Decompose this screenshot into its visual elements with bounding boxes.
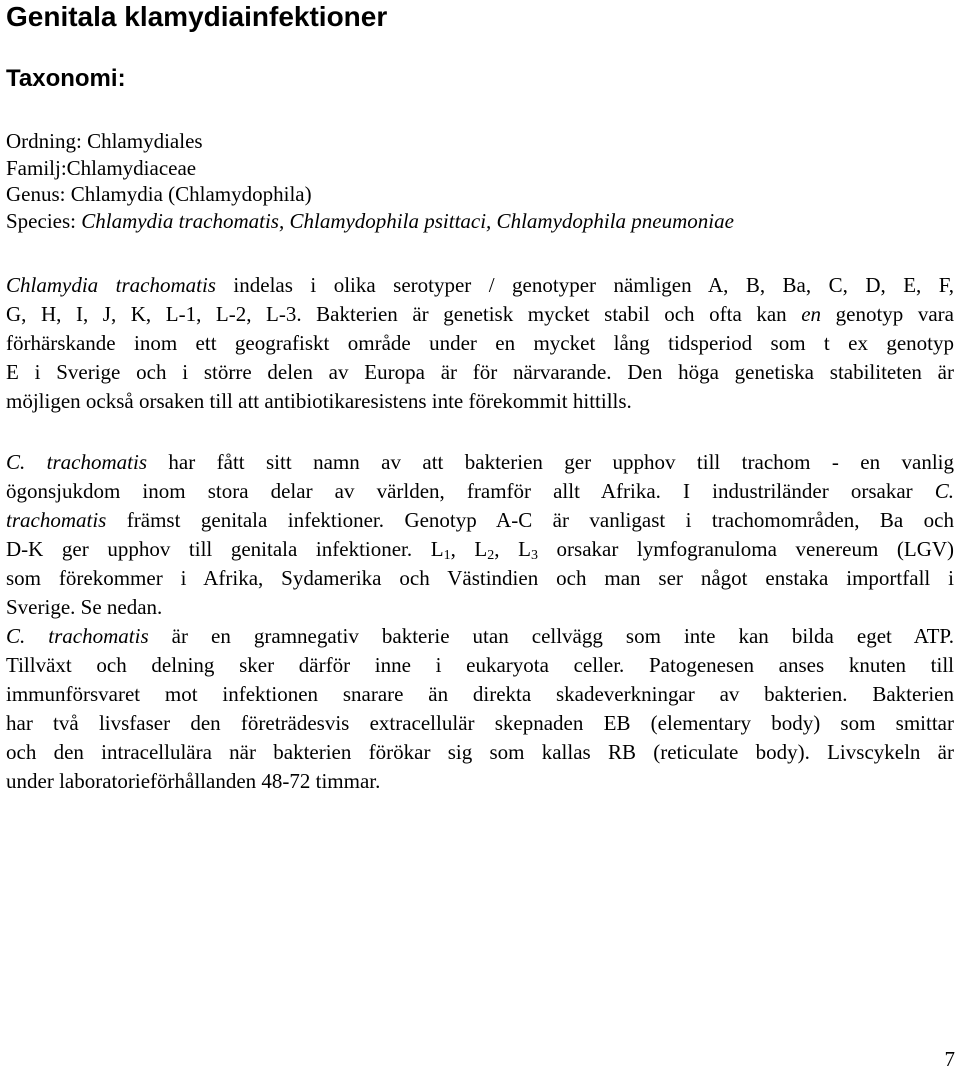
species-name-italic: C. trachomatis [6, 624, 149, 648]
page-number: 7 [944, 1047, 955, 1071]
paragraph-line: ögonsjukdom inom stora delar av världen, framför allt Afrika. I industriländer orsakar C. [6, 479, 954, 503]
paragraph-line: E i Sverige och i större delen av Europa är för närvarande. Den höga genetiska stabiliteten är [6, 360, 954, 384]
paragraph-line: trachomatis främst genitala infektioner. Genotyp A-C är vanligast i trachomområden, Ba och [6, 508, 954, 532]
paragraph-line: Tillväxt och delning sker därför inne i eukaryota celler. Patogenesen anses knuten till [6, 653, 954, 677]
species-label: Species: [6, 208, 82, 233]
paragraph-line: förhärskande inom ett geografiskt område under en mycket lång tidsperiod som t ex genotyp [6, 331, 954, 355]
species-name-italic: C. [934, 479, 954, 503]
paragraph-line: G, H, I, J, K, L-1, L-2, L-3. Bakterien är genetisk mycket stabil och ofta kan en genotyp vara [6, 302, 954, 326]
paragraph-line: Chlamydia trachomatis indelas i olika serotyper / genotyper nämligen A, B, Ba, C, D, E, F, [6, 273, 954, 297]
taxonomy-list [6, 128, 734, 234]
paragraph-line: som förekommer i Afrika, Sydamerika och Västindien och man ser något enstaka importfall i [6, 566, 954, 590]
paragraph-line: immunförsvaret mot infektionen snarare än direkta skadeverkningar av bakterien. Bakterien [6, 682, 954, 706]
species-name-italic: Chlamydia trachomatis [6, 273, 216, 297]
paragraph-line: D-K ger upphov till genitala infektioner. $L_1$, $L_2$, $L_3$ orsakar lymfogranuloma venereum (LGV) [6, 537, 955, 563]
paragraph-line: under laboratorieförhållanden 48-72 timmar. [6, 769, 381, 793]
paragraph-line: har två livsfaser den företrädesvis extracellulär skepnaden EB (elementary body) som smittar [6, 711, 954, 735]
paragraph-line: C. trachomatis har fått sitt namn av att bakterien ger upphov till trachom - en vanlig [6, 450, 954, 474]
species-name-italic: C. trachomatis [6, 450, 147, 474]
taxonomy-genus: Genus: Chlamydia (Chlamydophila) [6, 182, 312, 206]
species-names: Chlamydia trachomatis, Chlamydophila psittaci, Chlamydophila pneumoniae [81, 208, 734, 233]
paragraph-line: och den intracellulära när bakterien förökar sig som kallas RB (reticulate body). Livscykeln är [6, 740, 954, 764]
species-name-italic: trachomatis [6, 508, 107, 532]
paragraph-trachom [6, 448, 954, 622]
taxonomy-order: Ordning: Chlamydiales [6, 129, 203, 153]
paragraph-line: Sverige. Se nedan. [6, 595, 163, 619]
section-heading-taxonomi: Taxonomi: [6, 65, 126, 92]
taxonomy-species [6, 208, 734, 235]
paragraph-gramnegativ [6, 622, 954, 796]
emphasis-italic: en [801, 302, 822, 326]
paragraph-line: C. trachomatis är en gramnegativ bakterie utan cellvägg som inte kan bilda eget ATP. [6, 624, 954, 648]
paragraph-serotypes [6, 271, 954, 416]
taxonomy-family: Familj:Chlamydiaceae [6, 155, 197, 180]
document-title: Genitala klamydiainfektioner [6, 1, 388, 32]
paragraph-line: möjligen också orsaken till att antibiotikaresistens inte förekommit hittills. [6, 389, 632, 413]
